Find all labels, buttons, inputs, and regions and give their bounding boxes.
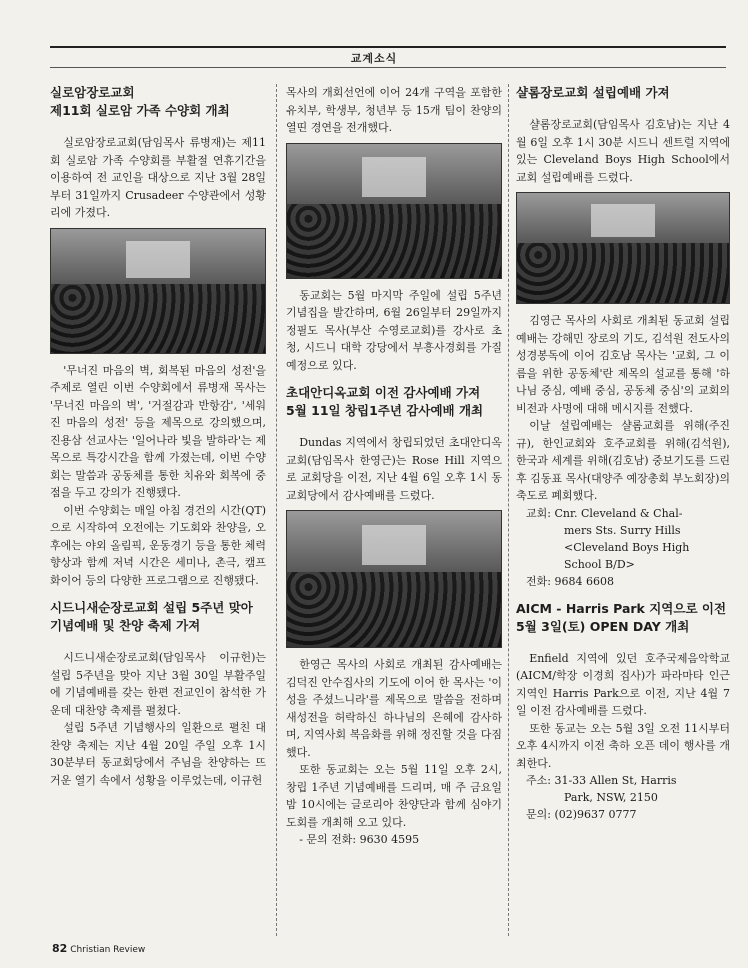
column-2 xyxy=(286,84,502,849)
column-1 xyxy=(50,84,266,789)
school-address: 주소: 31-33 Allen St, Harris Park, NSW, 2150 문의: (02)9637 0777 xyxy=(526,774,677,821)
praise-festival-photo xyxy=(286,143,502,279)
column-divider xyxy=(276,84,277,936)
article-paragraph: 이날 설립예배는 샬롬교회를 위해(주진규), 한인교회와 호주교회를 위해(김석원), 한국과 세계를 위해(김호남) 중보기도를 드린 후 김동표 목사(대양주 예장총회 부노회장)의 축도로 폐회했다. xyxy=(516,419,730,502)
founding-service-photo xyxy=(516,192,730,304)
article-paragraph: 실로암장로교회(담임목사 류병재)는 제11회 실로암 가족 수양회를 부활절 연휴기간을 이용하여 전 교인을 대상으로 지난 3월 28일부터 31일까지 Crusadeer 수양관에서 성황리에 가졌다. xyxy=(50,136,266,219)
article-paragraph: 또한 동교는 오는 5월 3일 오전 11시부터 오후 4시까지 이전 축하 오픈 데이 행사를 개최한다. xyxy=(516,721,730,770)
contact-line: - 문의 전화: 9630 4595 xyxy=(299,833,420,846)
church-interior-photo xyxy=(286,510,502,648)
article-title: 초대안디옥교회 이전 감사예배 가져 5월 11일 창립1주년 감사예배 개최 xyxy=(286,385,484,418)
article-paragraph: Dundas 지역에서 창립되었던 초대안디옥교회(담임목사 한영근)는 Rose Hill 지역으로 교회당을 이전, 지난 4월 6일 오후 1시 동교회당에서 감사예배를 드렸다. xyxy=(286,436,502,502)
article-title: 시드니새순장로교회 설립 5주년 맞아 기념예배 및 찬양 축제 가져 xyxy=(50,600,253,633)
column-divider xyxy=(508,84,509,936)
retreat-photo xyxy=(50,228,266,354)
article-paragraph: 또한 동교회는 오는 5월 11일 오후 2시, 창립 1주년 기념예배를 드리며, 매 주 금요일 밤 10시에는 글로리아 찬양단과 함께 심야기도회를 개최해 오고 있다. xyxy=(286,763,502,829)
church-address: 교회: Cnr. Cleveland & Chal- mers Sts. Surry Hills <Cleveland Boys High School B/D> 전화: 9684 6608 xyxy=(526,506,690,588)
article-paragraph: Enfield 지역에 있던 호주국제음악학교(AICM/학장 이경희 집사)가 파라마타 인근지역인 Harris Park으로 이전, 지난 4월 7일 이전 감사예배를 드렸다. xyxy=(516,651,730,717)
article-paragraph: 이번 수양회는 매일 아침 경건의 시간(QT)으로 시작하여 오전에는 기도회와 찬양을, 오후에는 야외 올림픽, 운동경기 등을 통한 체력 향상과 함께 저녁 시간은 세미나, 촌극, 캠프 화이어 등의 다양한 프로그램으로 진행됐다. xyxy=(50,503,266,587)
article-paragraph: '무너진 마음의 벽, 회복된 마음의 성전'을 주제로 열린 이번 수양회에서 류병재 목사는 '무너진 마음의 벽', '거절감과 반항감', '세워진 마음의 성전' 등을 제목으로 강의했으며, 진용삼 선교사는 '일어나라 빛을 발하라'는 제목으로 특강시간을 함께 가졌는데, 이번 수양회는 말씀과 공동체를 통한 치유와 회복에 중점을 두고 강의가 진행됐다. xyxy=(50,363,266,499)
header-rule-top xyxy=(50,46,726,48)
article-title: 실로암장로교회 제11회 실로암 가족 수양회 개최 xyxy=(50,85,230,118)
article-paragraph: 설립 5주년 기념행사의 일환으로 펼친 대찬양 축제는 지난 4월 20일 주일 오후 1시 30분부터 동교회당에서 주님을 찬양하는 뜨거운 열기 속에서 성황을 이루었는데, 이규헌 xyxy=(50,721,266,787)
article-title: 샬롬장로교회 설립예배 가져 xyxy=(516,85,670,100)
article-paragraph: 한영근 목사의 사회로 개최된 감사예배는 김덕진 안수집사의 기도에 이어 한 목사는 '이 성을 주셨느니라'를 제목으로 말씀을 전하며 새성전을 허락하신 하나님의 은혜에 감사하며, 지역사회 복음화를 위해 정진할 것을 다짐했다. xyxy=(286,658,502,759)
article-paragraph: 동교회는 5월 마지막 주일에 설립 5주년 기념집을 발간하며, 6월 26일부터 29일까지 정필도 목사(부산 수영로교회)를 강사로 초청, 시드니 대학 강당에서 부흥사경회를 가질 예정으로 있다. xyxy=(286,288,502,372)
article-paragraph: 시드니새순장로교회(담임목사 이규헌)는 설립 5주년을 맞아 지난 3월 30일 부활주일에 기념예배를 갖는 한편 전교인이 참석한 가운데 대찬양 축제를 펼쳤다. xyxy=(50,651,266,717)
magazine-name: Christian Review xyxy=(70,945,146,955)
header-rule-bottom xyxy=(50,67,726,68)
article-paragraph: 샬롬장로교회(담임목사 김호남)는 지난 4월 6일 오후 1시 30분 시드니 센트럴 지역에 있는 Cleveland Boys High School에서 교회 설립예배를 드렸다. xyxy=(516,118,730,184)
article-paragraph: 김영근 목사의 사회로 개최된 동교회 설립예배는 강해민 장로의 기도, 김석원 전도사의 성경봉독에 이어 김호남 목사는 '교회, 그 이름을 위한 공동체'란 제목의 설교를 통해 '하나님 중심, 예배 중심, 공동체 중심'의 교회의 비전과 사명에 대해 메시지를 전했다. xyxy=(516,314,730,415)
article-paragraph: 목사의 개회선언에 이어 24개 구역을 포함한 유치부, 학생부, 청년부 등 15개 팀이 찬양의 열띤 경연을 전개했다. xyxy=(286,86,502,134)
page-footer xyxy=(52,942,145,955)
column-3 xyxy=(516,84,730,823)
page-number: 82 xyxy=(52,942,68,955)
section-label: 교계소식 xyxy=(350,52,398,65)
article-title: AICM - Harris Park 지역으로 이전 5월 3일(토) OPEN DAY 개최 xyxy=(516,600,727,634)
